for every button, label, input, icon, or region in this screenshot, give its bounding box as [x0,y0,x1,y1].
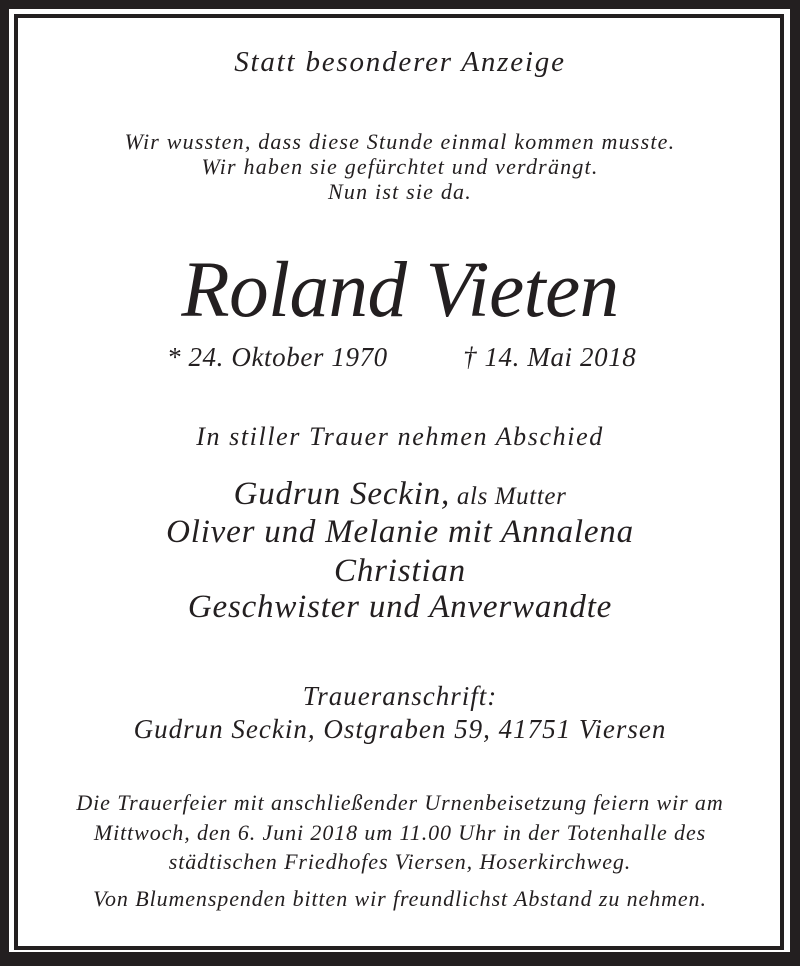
mourner-line-1 [0,478,800,511]
deceased-name: Roland Vieten [181,247,619,334]
mourner-name: Oliver und Melanie mit Annalena [166,514,634,550]
address: Gudrun Seckin, Ostgraben 59, 41751 Viersen [133,714,667,744]
mourner-line-2 [0,516,800,549]
mourner-name: Gudrun Seckin, [233,476,451,512]
service-info-line-1: Die Trauerfeier mit anschließender Urnenbeisetzung feiern wir am [76,790,724,815]
address-label: Traueranschrift: [302,681,498,711]
mourner-name: Geschwister und Anverwandte [187,589,613,625]
verse-line-2: Wir haben sie gefürchtet und verdrängt. [201,154,599,179]
mourner-line-4 [0,591,800,624]
headline: Statt besonderer Anzeige [234,46,566,78]
service-info-line-3: städtischen Friedhofes Viersen, Hoserkirchweg. [168,849,632,874]
service-info-line-2: Mittwoch, den 6. Juni 2018 um 11.00 Uhr in der Totenhalle des [93,820,707,845]
mourner-relation: als Mutter [450,483,567,510]
mourner-name: Christian [334,553,466,589]
verse-line-3: Nun ist sie da. [328,179,472,204]
verse-line-1: Wir wussten, dass diese Stunde einmal kommen musste. [124,129,676,154]
birth-date: * 24. Oktober 1970 [167,342,388,372]
mourner-line-3 [0,555,800,588]
flowers-note: Von Blumenspenden bitten wir freundlichst Abstand zu nehmen. [93,886,707,911]
death-date: † 14. Mai 2018 [463,342,637,372]
mourners-intro: In stiller Trauer nehmen Abschied [196,422,604,451]
